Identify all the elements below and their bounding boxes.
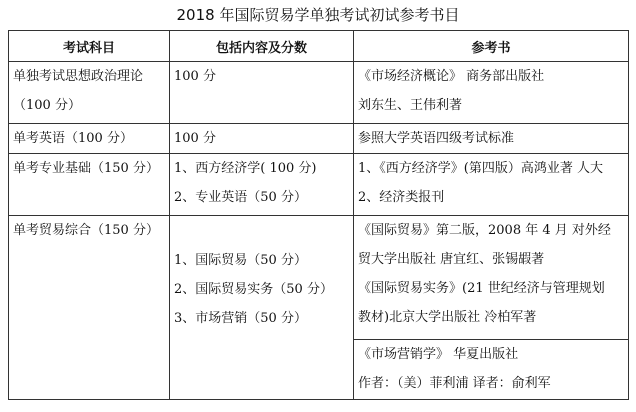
table-row: [9, 62, 629, 124]
header-subject: 考试科目: [9, 31, 170, 62]
subject-text: （100 分）: [13, 98, 81, 113]
content-cell: [170, 154, 354, 216]
subject-cell: [9, 154, 170, 216]
book-text: 《国际贸易》第二版，2008 年 4 月 对外经: [358, 223, 611, 238]
header-row: [9, 31, 629, 62]
content-cell: [170, 216, 354, 400]
books-cell: [354, 216, 629, 340]
content-cell: [170, 62, 354, 124]
books-cell: [354, 154, 629, 216]
content-text: 2、国际贸易实务（50 分）: [174, 282, 333, 297]
content-text: 3、市场营销（50 分）: [174, 311, 307, 326]
book-text: 1、《西方经济学》(第四版）高鸿业著 人大: [358, 161, 603, 176]
content-text: 100 分: [174, 69, 216, 84]
subject-text: 单考贸易综合（150 分）: [13, 223, 159, 238]
subject-text: 单考英语（100 分）: [13, 131, 133, 146]
subject-cell: [9, 124, 170, 154]
header-content: 包括内容及分数: [170, 31, 354, 62]
book-text: 《国际贸易实务》(21 世纪经济与管理规划: [358, 281, 605, 296]
book-text: 《市场营销学》 华夏出版社: [358, 347, 519, 362]
book-text: 参照大学英语四级考试标准: [358, 131, 515, 146]
book-text: 刘东生、王伟利著: [358, 98, 463, 113]
page-title: 2018 年国际贸易学单独考试初试参考书目: [176, 6, 460, 24]
subject-cell: [9, 216, 170, 400]
subject-cell: [9, 62, 170, 124]
book-text: 教材)北京大学出版社 冷柏军著: [358, 310, 537, 325]
book-text: 2、经济类报刊: [358, 190, 445, 205]
book-text: 贸大学出版社 唐宜红、张锡嘏著: [358, 252, 545, 267]
book-text: 《市场经济概论》 商务部出版社: [358, 69, 545, 84]
subject-text: 单考专业基础（150 分）: [13, 161, 159, 176]
header-books: 参考书: [354, 31, 629, 62]
content-text: 1、西方经济学( 100 分): [174, 161, 317, 176]
content-text: 2、专业英语（50 分）: [174, 190, 307, 205]
table-row: [9, 216, 629, 340]
book-text: 作者：（美）菲利浦 译者：俞利军: [358, 376, 551, 391]
content-text: 1、国际贸易（50 分）: [174, 253, 307, 268]
table-row: [9, 154, 629, 216]
books-cell: [354, 62, 629, 124]
subject-text: 单独考试思想政治理论: [13, 69, 144, 84]
content-text: 100 分: [174, 131, 216, 146]
content-cell: [170, 124, 354, 154]
table-row: [9, 124, 629, 154]
books-cell: [354, 340, 629, 400]
reference-table: [8, 30, 629, 400]
books-cell: [354, 124, 629, 154]
